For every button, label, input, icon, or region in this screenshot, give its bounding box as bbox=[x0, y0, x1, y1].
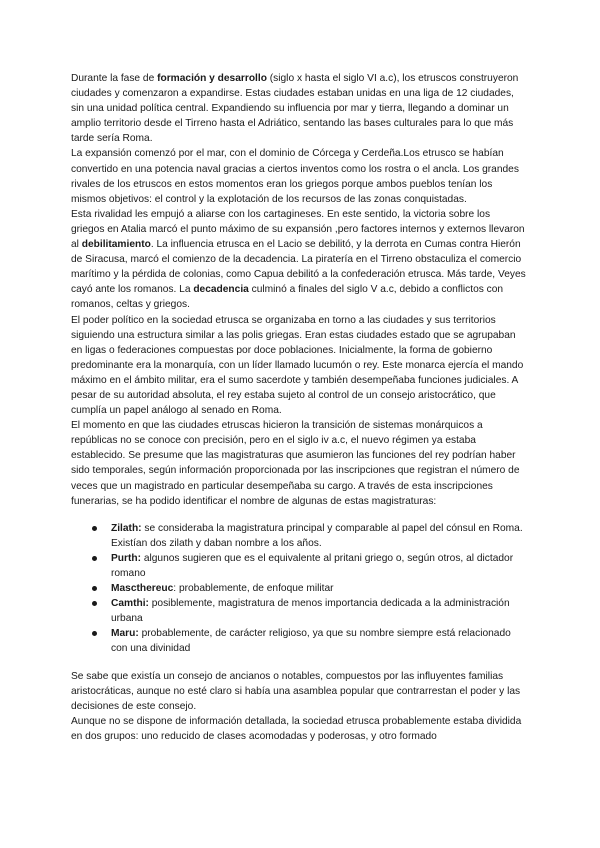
list-item-desc: posiblemente, magistratura de menos importancia dedicada a la administración urbana bbox=[111, 598, 510, 625]
list-item-desc: se consideraba la magistratura principal y comparable al papel del cónsul en Roma. Existían dos zilath y daban nombre a los años. bbox=[111, 522, 523, 549]
list-item-desc: algunos sugieren que es el equivalente al pritani griego o, según otros, al dictador romano bbox=[111, 552, 514, 579]
bold-term-debilitamiento: debilitamiento bbox=[81, 239, 151, 251]
document-body bbox=[71, 71, 526, 744]
list-item-term: Purth: bbox=[111, 552, 141, 564]
list-item-term: Camthi: bbox=[111, 598, 149, 610]
list-item bbox=[92, 521, 526, 551]
list-item-desc: : probablemente, de enfoque militar bbox=[173, 583, 334, 595]
text-run: . La influencia etrusca en el Lacio se debilitó, y la derrota en Cumas contra Hierón de Siracusa, marcó el comienzo de la decadencia. La piratería en el Tirreno obstaculiza el comercio marítimo y la pérdida de colonias, como Capua debilitó a la confederación etrusca. Más tarde, Veyes cayó ante los romanos. La bbox=[71, 239, 526, 296]
list-item-term: Zilath: bbox=[111, 522, 142, 534]
text-run: Durante la fase de bbox=[71, 73, 158, 84]
paragraph-poder-politico: El poder político en la sociedad etrusca se organizaba en torno a las ciudades y sus territorios siguiendo una estructura similar a las polis griegas. Eran estas ciudades estado que se agrupaban en ligas o federaciones compuestas por doce poblaciones. Inicialmente, la forma de gobierno predominante era la monarquía, con un líder llamado lucumón o rey. Este monarca ejercía el mando máximo en el ámbito militar, era el sumo sacerdote y también desempeñaba funciones judiciales. A pesar de su autoridad absoluta, el rey estaba sujeto al control de un consejo aristocrático, que cumplía un papel análogo al senado en Roma. bbox=[71, 314, 524, 417]
paragraph-sociedad: Aunque no se dispone de información detallada, la sociedad etrusca probablemente estaba dividida en dos grupos: uno reducido de clases acomodadas y poderosas, y otro formado bbox=[71, 715, 522, 742]
list-item bbox=[92, 551, 526, 581]
list-item bbox=[92, 581, 526, 596]
list-item bbox=[92, 596, 526, 626]
text-run: Esta rivalidad les empujó a aliarse con los cartagineses. En este sentido, la victoria sobre los griegos en Atalia marcó el punto máximo de su expansión ,pero factores internos y externos llevaron al bbox=[71, 208, 525, 251]
list-item-term: Maru: bbox=[111, 628, 139, 640]
bold-term-decadencia: decadencia bbox=[193, 284, 249, 296]
paragraph-rivalidad bbox=[71, 207, 526, 313]
paragraph-consejo: Se sabe que existía un consejo de ancianos o notables, compuestos por las influyentes familias aristocráticas, aunque no esté claro si había una asamblea popular que contrarrestan el poder y las decisiones de este consejo. bbox=[71, 670, 521, 712]
paragraph-formacion bbox=[71, 71, 526, 146]
text-run: culminó a finales del siglo V a.c, debido a conflictos con romanos, celtas y griegos. bbox=[71, 284, 504, 311]
text-run: (siglo x hasta el siglo VI a.c), los etruscos construyeron ciudades y comenzaron a expandirse. Estas ciudades estaban unidas en una liga de 12 ciudades, sin una unidad política central. Expandiendo su influencia por mar y tierra, llegando a dominar un amplio territorio desde el Tirreno hasta el Adriático, sentando las bases culturales para lo que más tarde sería Roma. bbox=[71, 73, 519, 145]
list-item-term: Mascthereuc bbox=[111, 583, 174, 595]
list-item bbox=[92, 626, 526, 656]
list-item-desc: probablemente, de carácter religioso, ya que su nombre siempre está relacionado con una divinidad bbox=[111, 628, 511, 655]
paragraph-republicas: El momento en que las ciudades etruscas hicieron la transición de sistemas monárquicos a repúblicas no se conoce con precisión, pero en el siglo iv a.c, el nuevo régimen ya estaba establecido. Se presume que las magistraturas que asumieron las funciones del rey podrían haber sido temporales, según información proporcionada por las inscripciones que registran el número de veces que un magistrado en particular desempeñaba su cargo. A través de esta inscripciones funerarias, se ha podido identificar el nombre de algunas de estas magistraturas: bbox=[71, 420, 520, 507]
bold-term-formacion: formación y desarrollo bbox=[157, 73, 267, 84]
paragraph-expansion: La expansión comenzó por el mar, con el dominio de Córcega y Cerdeña.Los etrusco se habían convertido en una potencia naval gracias a ciertos inventos como los rostra o el ancla. Los grandes rivales de los etruscos en estos momentos eran los griegos porque ambos pueblos tenían los mismos objetivos: el control y la explotación de los recursos de las zonas conquistadas. bbox=[71, 148, 519, 205]
magistraturas-list bbox=[71, 521, 526, 657]
